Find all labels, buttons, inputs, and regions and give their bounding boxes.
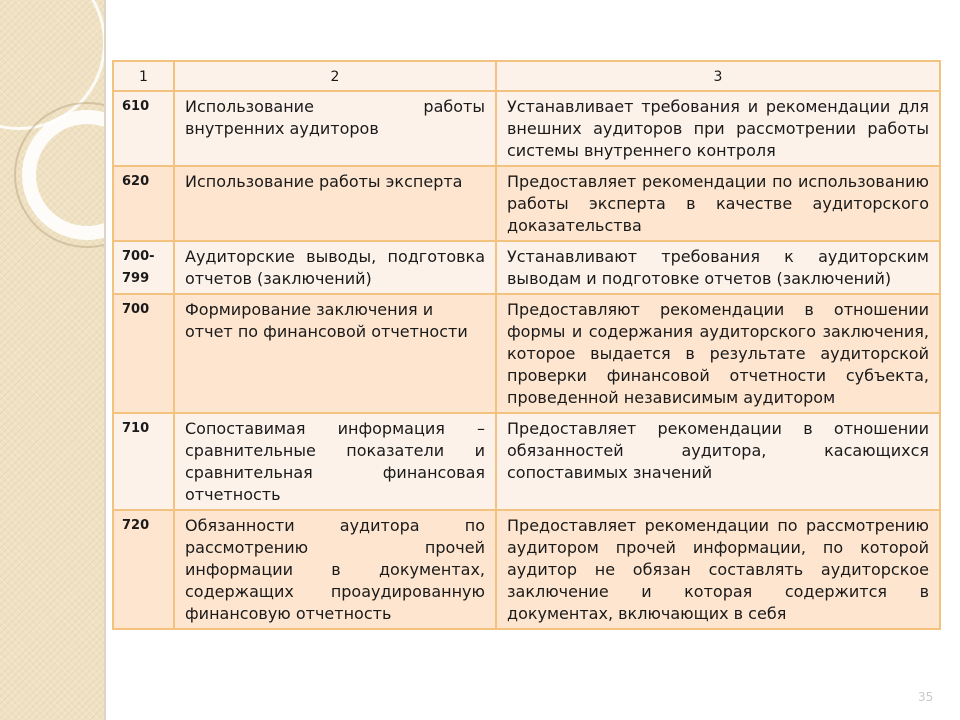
panel-divider [104,0,106,720]
table-header-row [113,61,940,91]
standard-code: 710 [113,413,174,510]
standard-name: Формирование заключения и отчет по финансовой отчетности [174,294,496,413]
slide-number: 35 [918,690,934,704]
standard-code: 700-799 [113,241,174,294]
standard-code: 620 [113,166,174,241]
standard-name: Использование работы эксперта [174,166,496,241]
table-row [113,166,940,241]
header-cell-3: 3 [496,61,940,91]
header-cell-1: 1 [113,61,174,91]
table-row [113,294,940,413]
table-row [113,241,940,294]
standard-code: 720 [113,510,174,629]
header-cell-2: 2 [174,61,496,91]
standards-table [112,60,941,630]
standard-description: Устанавливает требования и рекомендации для внешних аудиторов при рассмотрении работы системы внутреннего контроля [496,91,940,166]
standard-description: Устанавливают требования к аудиторским выводам и подготовке отчетов (заключений) [496,241,940,294]
standard-description: Предоставляют рекомендации в отношении формы и содержания аудиторского заключения, которое выдается в результате аудиторской проверки финансовой отчетности субъекта, проведенной независимым аудитором [496,294,940,413]
table-row [113,510,940,629]
standard-description: Предоставляет рекомендации по рассмотрению аудитором прочей информации, по которой аудитор не обязан составлять аудиторское заключение и которая содержится в документах, включающих в себя [496,510,940,629]
standard-name: Обязанности аудитора по рассмотрению прочей информации в документах, содержащих проаудированную финансовую отчетность [174,510,496,629]
standard-description: Предоставляет рекомендации в отношении обязанностей аудитора, касающихся сопоставимых значений [496,413,940,510]
standard-name: Сопоставимая информация – сравнительные показатели и сравнительная финансовая отчетность [174,413,496,510]
standard-code: 610 [113,91,174,166]
standard-code: 700 [113,294,174,413]
table-row [113,413,940,510]
decorative-side-panel [0,0,105,720]
table-row [113,91,940,166]
standard-description: Предоставляет рекомендации по использованию работы эксперта в качестве аудиторского доказательства [496,166,940,241]
standard-name: Использование работы внутренних аудиторов [174,91,496,166]
standard-name: Аудиторские выводы, подготовка отчетов (заключений) [174,241,496,294]
